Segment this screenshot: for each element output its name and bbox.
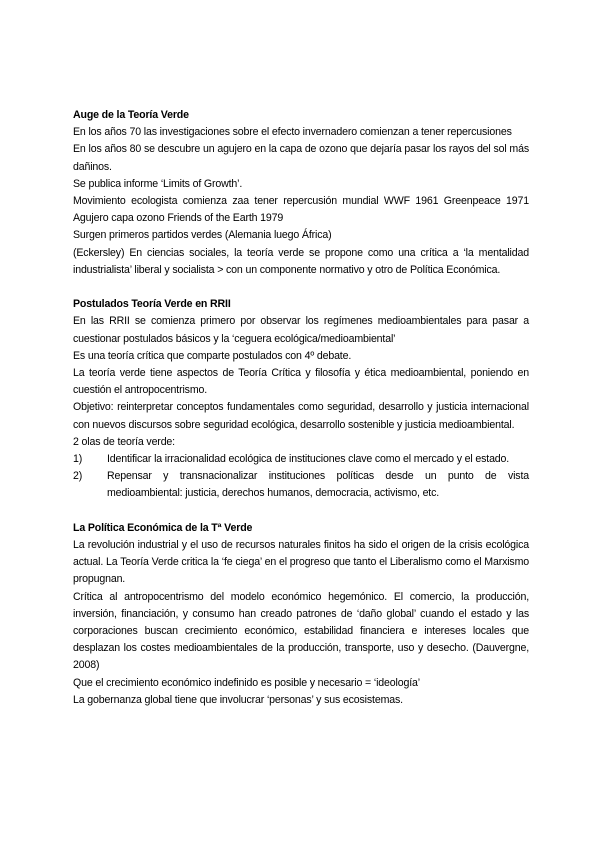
paragraph: Es una teoría crítica que comparte postulados con 4º debate. [73,349,352,362]
paragraph: En los años 70 las investigaciones sobre el efecto invernadero comienzan a tener repercusiones [73,126,512,139]
section-postulados-rrii [73,296,529,502]
section-heading: Postulados Teoría Verde en RRII [73,298,231,311]
list-text: Identificar la irracionalidad ecológica de instituciones clave como el mercado y el estado. [107,453,510,466]
paragraph: Objetivo: reinterpretar conceptos fundamentales como seguridad, desarrollo y justicia internacional con nuevos discursos sobre seguridad ecológica, desarrollo sostenible y justicia medioambiental. [73,401,529,431]
paragraph: (Eckersley) En ciencias sociales, la teoría verde se propone como una crítica a ‘la mentalidad industrialista’ liberal y socialista > con un componente normativo y otro de Política Económica. [73,246,529,276]
paragraph: Movimiento ecologista comienza zaa tener repercusión mundial WWF 1961 Greenpeace 1971 Agujero capa ozono Friends of the Earth 1979 [73,195,529,225]
document-page [73,107,529,726]
section-auge-teoria-verde [73,107,529,279]
paragraph: La gobernanza global tiene que involucrar ‘personas’ y sus ecosistemas. [73,693,403,706]
paragraph: En los años 80 se descubre un agujero en la capa de ozono que dejaría pasar los rayos del sol más dañinos. [73,143,529,173]
paragraph: Que el crecimiento económico indefinido es posible y necesario = ‘ideología’ [73,676,420,689]
paragraph: Se publica informe ‘Limits of Growth’. [73,177,243,190]
section-heading: La Política Económica de la Tª Verde [73,521,253,534]
section-politica-economica [73,520,529,709]
list-item [73,468,529,502]
paragraph: 2 olas de teoría verde: [73,435,175,448]
paragraph: En las RRII se comienza primero por observar los regímenes medioambientales para pasar a cuestionar postulados básicos y la ‘ceguera ecológica/medioambiental’ [73,315,529,345]
paragraph: La revolución industrial y el uso de recursos naturales finitos ha sido el origen de la crisis ecológica actual. La Teoría Verde critica la ‘fe ciega’ en el progreso que tanto el Liberalismo como el Marxismo propugnan. [73,539,529,586]
list-item [73,451,529,468]
list-number: 2) [73,470,83,483]
list-number: 1) [73,453,83,466]
paragraph: La teoría verde tiene aspectos de Teoría Crítica y filosofía y ética medioambiental, poniendo en cuestión el antropocentrismo. [73,367,529,397]
paragraph: Crítica al antropocentrismo del modelo económico hegemónico. El comercio, la producción, inversión, financiación, y consumo han creado patrones de ‘daño global’ cuando el estado y las corporaciones buscan crecimiento económico, estabilidad financiera e intereses locales que desplazan los costes medioambientales de la producción, transporte, uso y desecho. (Dauvergne, 2008) [73,590,529,672]
section-heading: Auge de la Teoría Verde [73,109,189,121]
list-text: Repensar y transnacionalizar instituciones políticas desde un punto de vista medioambiental: justicia, derechos humanos, democracia, activismo, etc. [107,470,529,500]
paragraph: Surgen primeros partidos verdes (Alemania luego África) [73,229,332,242]
